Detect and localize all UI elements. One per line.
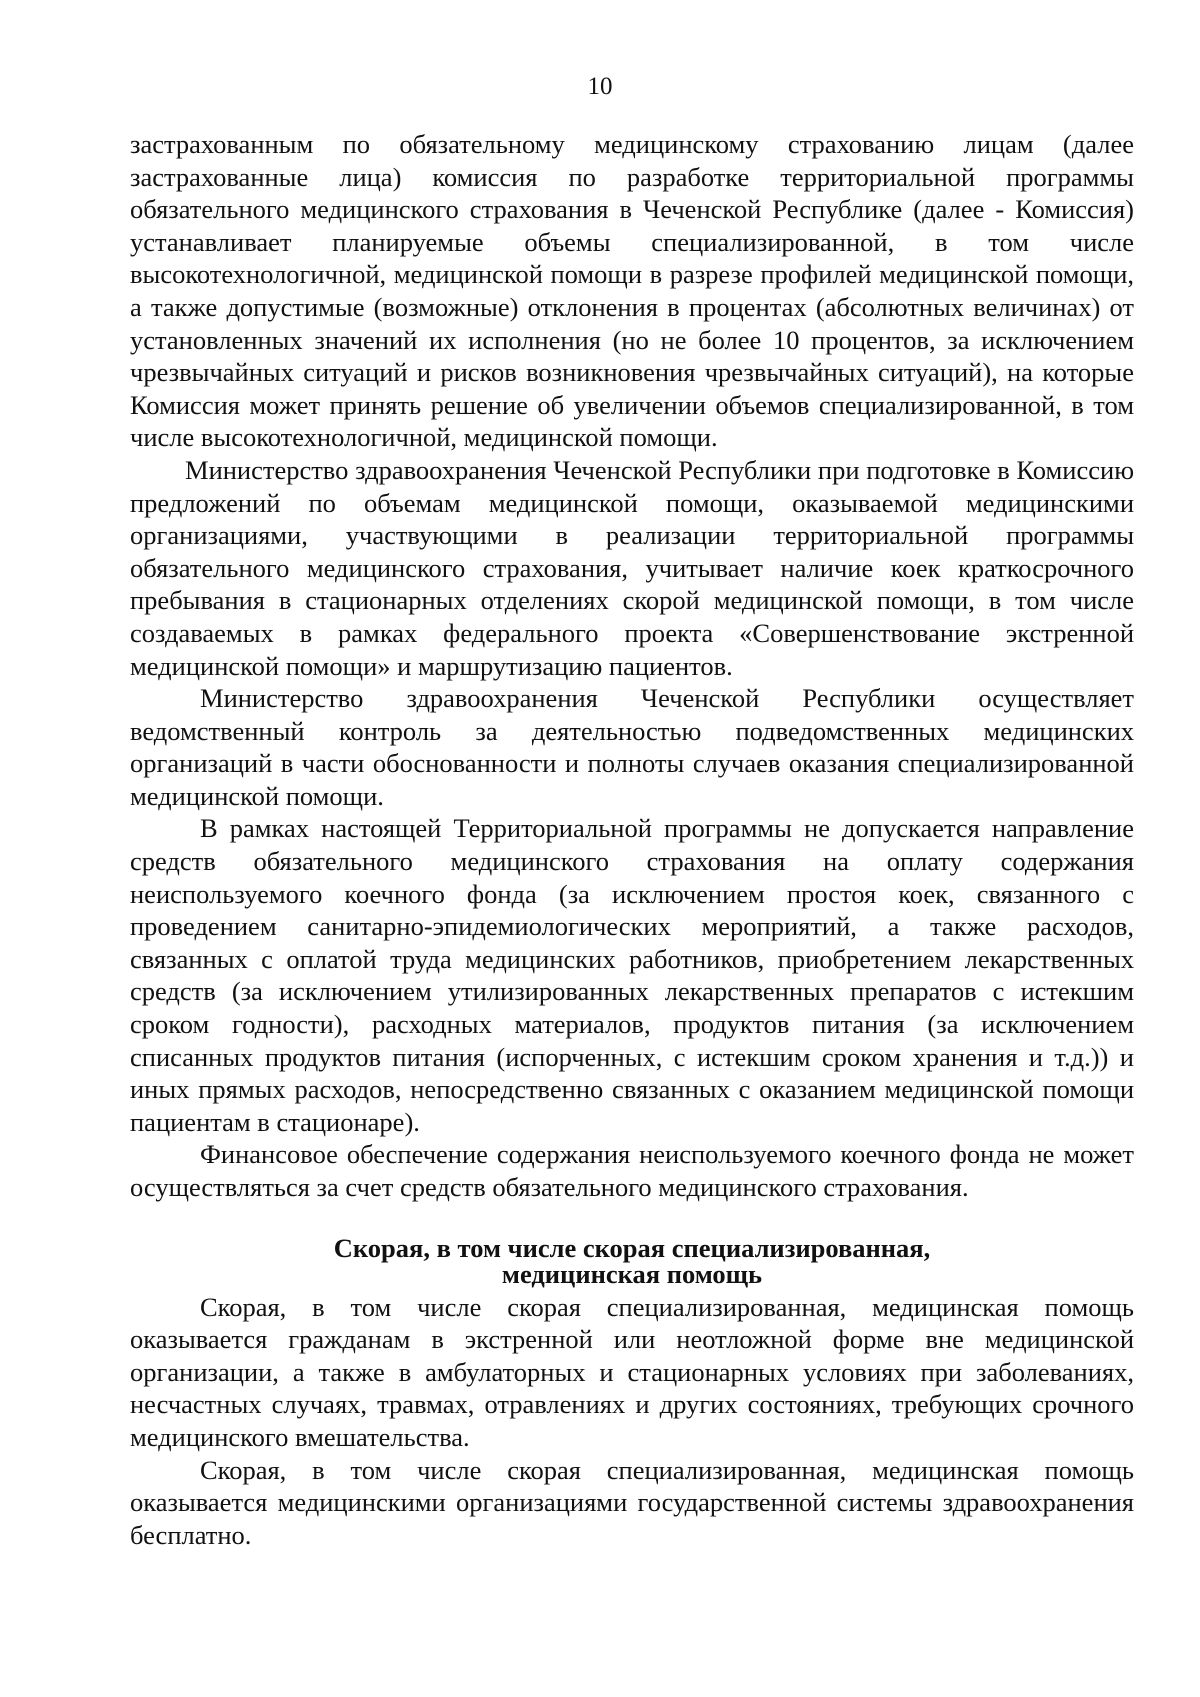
section-heading-line-2: медицинская помощь bbox=[501, 1258, 763, 1289]
paragraph-bed-fund-financing: Финансовое обеспечение содержания неиспользуемого коечного фонда не может осуществляться за счет средств обязательного медицинского страхования. bbox=[130, 1139, 1134, 1202]
section-heading-line-1: Скорая, в том числе скорая специализированная, bbox=[333, 1232, 931, 1263]
document-body bbox=[130, 128, 1134, 1551]
paragraph-ministry-proposals: Министерство здравоохранения Чеченской Республики при подготовке в Комиссию предложений по объемам медицинской помощи, оказываемой медицинскими организациями, участвующими в реализации территориальной программы обязательного медицинского страхования, учитывает наличие коек краткосрочного пребывания в стационарных отделениях скорой медицинской помощи, в том числе создаваемых в рамках федерального проекта «Совершенствование экстренной медицинской помощи» и маршрутизацию пациентов. bbox=[130, 454, 1134, 681]
paragraph-continuation: застрахованным по обязательному медицинскому страхованию лицам (далее застрахованные лица) комиссия по разработке территориальной программы обязательного медицинского страхования в Чеченской Республике (далее - Комиссия) устанавливает планируемые объемы специализированной, в том числе высокотехнологичной, медицинской помощи в разрезе профилей медицинской помощи, а также допустимые (возможные) отклонения в процентах (абсолютных величинах) от установленных значений их исполнения (но не более 10 процентов, за исключением чрезвычайных ситуаций и рисков возникновения чрезвычайных ситуаций), на которые Комиссия может принять решение об увеличении объемов специализированной, в том числе высокотехнологичной, медицинской помощи. bbox=[130, 129, 1134, 453]
paragraph-emergency-care-scope: Скорая, в том числе скорая специализированная, медицинская помощь оказывается гражданам в экстренной или неотложной форме вне медицинской организации, а также в амбулаторных и стационарных условиях при заболеваниях, несчастных случаях, травмах, отравлениях и других состояниях, требующих срочного медицинского вмешательства. bbox=[130, 1291, 1134, 1452]
paragraph-ministry-control: Министерство здравоохранения Чеченской Республики осуществляет ведомственный контроль за деятельностью подведомственных медицинских организаций в части обоснованности и полноты случаев оказания специализированной медицинской помощи. bbox=[130, 683, 1134, 811]
section-heading bbox=[130, 1232, 1134, 1289]
paragraph-emergency-care-free: Скорая, в том числе скорая специализированная, медицинская помощь оказывается медицинскими организациями государственной системы здравоохранения бесплатно. bbox=[130, 1454, 1134, 1550]
paragraph-bed-fund-restriction: В рамках настоящей Территориальной программы не допускается направление средств обязательного медицинского страхования на оплату содержания неиспользуемого коечного фонда (за исключением простоя коек, связанного с проведением санитарно-эпидемиологических мероприятий, а также расходов, связанных с оплатой труда медицинских работников, приобретением лекарственных средств (за исключением утилизированных лекарственных препаратов с истекшим сроком годности), расходных материалов, продуктов питания (за исключением списанных продуктов питания (испорченных, с истекшим сроком хранения и т.д.)) и иных прямых расходов, непосредственно связанных с оказанием медицинской помощи пациентам в стационаре). bbox=[130, 813, 1134, 1137]
page-number: 10 bbox=[587, 73, 613, 100]
